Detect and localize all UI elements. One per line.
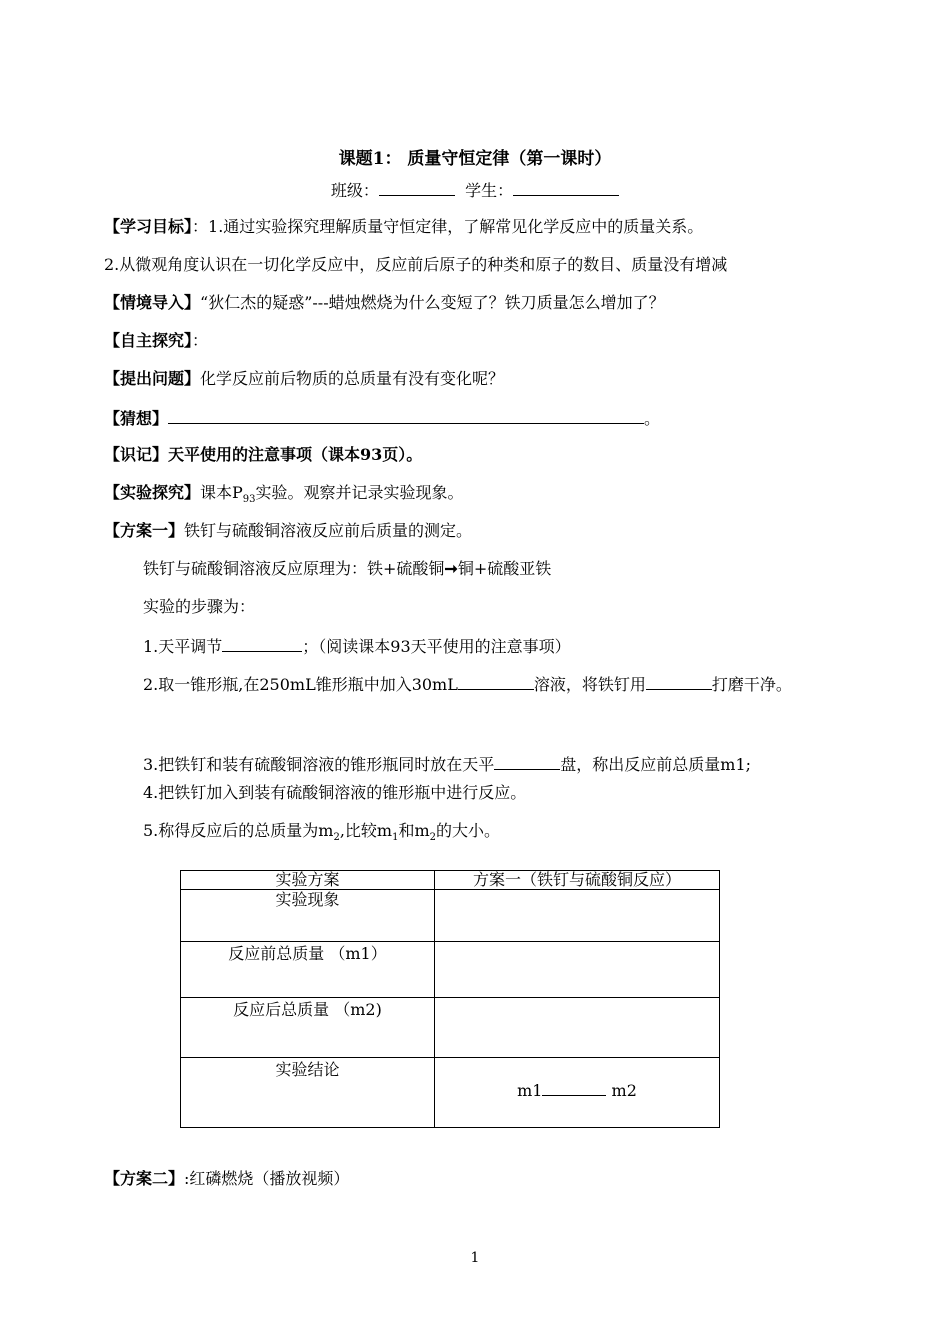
table-row xyxy=(181,890,720,942)
table-row xyxy=(181,942,720,998)
arrow-icon: ➞ xyxy=(444,559,458,578)
principle-text: 铁钉与硫酸铜溶液反应原理为：铁+硫酸铜 xyxy=(143,559,445,578)
class-blank[interactable] xyxy=(379,178,455,196)
conclusion-m2: m2 xyxy=(606,1081,637,1100)
table-row-value[interactable] xyxy=(435,998,720,1058)
conclusion-m1: m1 xyxy=(517,1081,543,1100)
plan2-line xyxy=(104,1168,349,1190)
table-row-label: 实验结论 xyxy=(181,1058,435,1128)
objectives-label: 【学习目标】 xyxy=(104,217,193,236)
plan1-text: 铁钉与硫酸铜溶液反应前后质量的测定。 xyxy=(184,521,473,540)
step-2-b: 溶液，将铁钉用 xyxy=(533,675,646,694)
step-1 xyxy=(143,634,571,658)
plan1-label: 【方案一】 xyxy=(104,521,185,540)
intro-line xyxy=(104,292,665,314)
step-2-blank-1[interactable] xyxy=(458,672,534,690)
student-label: 学生： xyxy=(465,181,514,200)
guess-label: 【猜想】 xyxy=(104,409,169,428)
question-label: 【提出问题】 xyxy=(104,369,201,388)
table-row-value xyxy=(435,1058,720,1128)
page-title: 课题1： 质量守恒定律（第一课时） xyxy=(338,149,612,169)
step-2-blank-2[interactable] xyxy=(646,672,712,690)
experiment-table xyxy=(180,870,720,1128)
table-header-cell: 方案一（铁钉与硫酸铜反应） xyxy=(435,871,720,890)
step-5-sub-2: 1 xyxy=(392,832,399,844)
plan2-label: 【方案二】 xyxy=(104,1169,185,1188)
class-student-line xyxy=(0,178,950,202)
conclusion-blank[interactable] xyxy=(542,1078,606,1096)
step-4: 4.把铁钉加入到装有硫酸铜溶液的锥形瓶中进行反应。 xyxy=(143,783,527,802)
experiment-text-a: 课本P xyxy=(200,483,243,502)
step-3 xyxy=(143,752,751,776)
table-row-label: 实验现象 xyxy=(181,890,435,942)
step-5-sub-3: 2 xyxy=(429,832,437,844)
experiment-line xyxy=(104,482,464,511)
step-2-a: 2.取一锥形瓶,在250mL锥形瓶中加入30mL xyxy=(143,675,458,694)
page-number: 1 xyxy=(470,1250,480,1266)
experiment-text-sub: 93 xyxy=(242,494,256,506)
table-row xyxy=(181,1058,720,1128)
question-text: 化学反应前后物质的总质量有没有变化呢？ xyxy=(200,369,505,388)
experiment-label: 【实验探究】 xyxy=(104,483,201,502)
intro-label: 【情境导入】 xyxy=(104,293,201,312)
step-3-a: 3.把铁钉和装有硫酸铜溶液的锥形瓶同时放在天平 xyxy=(143,755,495,774)
step-1-blank[interactable] xyxy=(222,634,302,652)
class-label: 班级： xyxy=(330,181,379,200)
principle-products: 铜+硫酸亚铁 xyxy=(457,559,552,578)
intro-text: “狄仁杰的疑惑”---蜡烛燃烧为什么变短了？铁刀质量怎么增加了？ xyxy=(200,293,665,312)
step-1-a: 1.天平调节 xyxy=(143,637,223,656)
objectives-text-1: ：1.通过实验探究理解质量守恒定律，了解常见化学反应中的质量关系。 xyxy=(192,217,704,236)
self-explore-text: ： xyxy=(192,331,209,350)
step-3-b: 盘，称出反应前总质量m1; xyxy=(560,755,752,774)
guess-end: 。 xyxy=(644,409,661,428)
step-5-sub-1: 2 xyxy=(333,832,340,844)
table-header-cell: 实验方案 xyxy=(181,871,435,890)
plan1-line xyxy=(104,520,472,542)
table-row-label: 反应后总质量 （m2) xyxy=(181,998,435,1058)
memo-label: 【识记】 xyxy=(104,445,169,464)
step-5 xyxy=(143,820,500,849)
memo-text: 天平使用的注意事项（课本93页）。 xyxy=(168,445,423,464)
plan1-principle xyxy=(143,558,551,580)
guess-line xyxy=(104,406,660,430)
guess-blank[interactable] xyxy=(168,406,644,424)
table-row-value[interactable] xyxy=(435,942,720,998)
step-1-b: ；（阅读课本93天平使用的注意事项） xyxy=(302,637,571,656)
experiment-text-b: 实验。观察并记录实验现象。 xyxy=(255,483,464,502)
table-row-label: 反应前总质量 （m1） xyxy=(181,942,435,998)
step-5-a: 5.称得反应后的总质量为m xyxy=(143,821,334,840)
memo-line xyxy=(104,444,422,466)
step-3-blank[interactable] xyxy=(494,752,560,770)
objectives-line-2: 2.从微观角度认识在一切化学反应中，反应前后原子的种类和原子的数目、质量没有增减 xyxy=(104,255,728,274)
step-2-c: 打磨干净。 xyxy=(711,675,792,694)
step-2 xyxy=(143,672,792,696)
self-explore-label: 【自主探究】 xyxy=(104,331,193,350)
step-5-b: ,比较m xyxy=(339,821,393,840)
question-line xyxy=(104,368,504,390)
step-5-c: 和m xyxy=(398,821,430,840)
objectives-line-1 xyxy=(104,216,703,238)
table-header-row xyxy=(181,871,720,890)
student-blank[interactable] xyxy=(513,178,619,196)
table-row xyxy=(181,998,720,1058)
steps-title: 实验的步骤为： xyxy=(143,597,256,616)
self-explore-line xyxy=(104,330,208,352)
step-5-d: 的大小。 xyxy=(436,821,501,840)
table-row-value[interactable] xyxy=(435,890,720,942)
plan2-text: :红磷燃烧（播放视频） xyxy=(184,1169,350,1188)
